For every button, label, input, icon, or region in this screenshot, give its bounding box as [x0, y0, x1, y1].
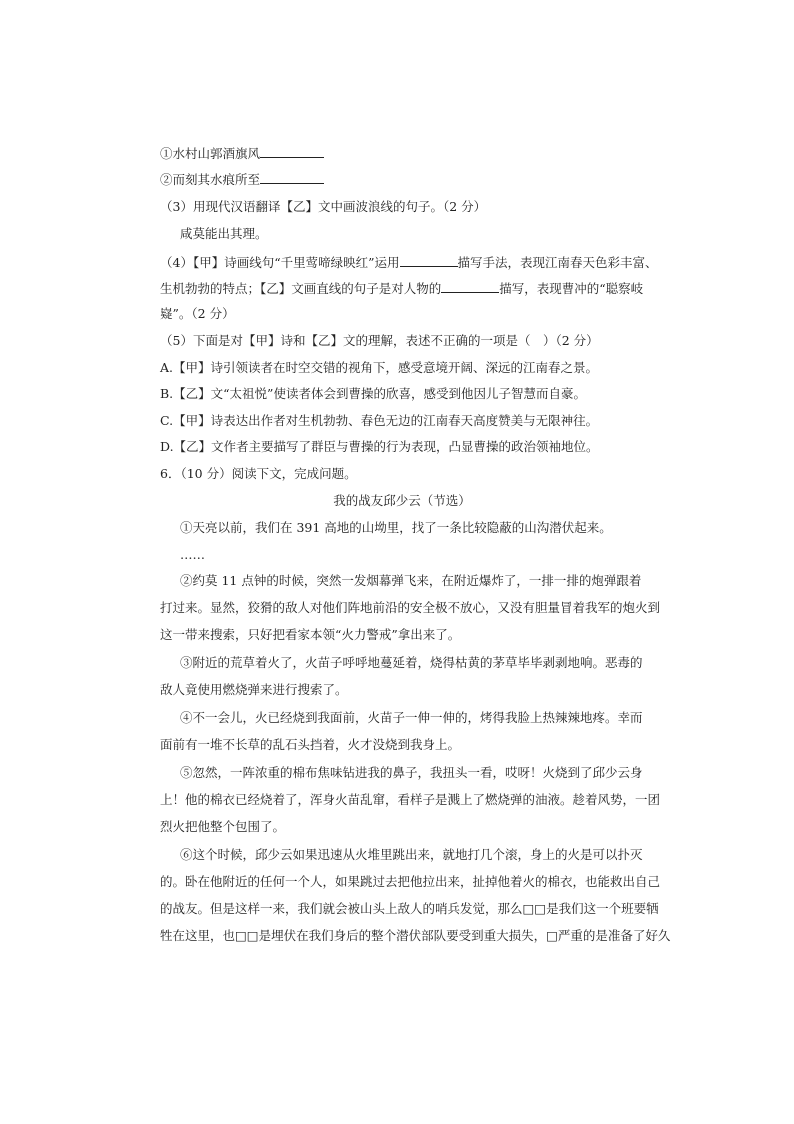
answer-blank[interactable] — [441, 280, 499, 293]
question-4-line-1 — [160, 254, 658, 271]
passage-para-3: ③附近的荒草着火了，火苗子呼呼地蔓延着，烧得枯黄的茅草毕毕剥剥地响。恶毒的 — [180, 655, 643, 670]
passage-para-2: ②约莫 11 点钟的时候，突然一发烟幕弹飞来，在附近爆炸了，一排一排的炮弹跟着 — [180, 573, 642, 588]
passage-title: 我的战友邱少云（节选） — [333, 493, 471, 508]
passage-para-5: 烈火把他整个包围了。 — [160, 819, 286, 834]
word-item-2-text: ②而刻其水痕所至 — [160, 172, 261, 187]
question-6: 6．（10 分）阅读下文，完成问题。 — [160, 466, 357, 481]
question-3-sentence: 咸莫能出其理。 — [180, 226, 268, 241]
question-4-line-3: 嶷”。（2 分） — [160, 306, 235, 321]
question-4-line-2 — [160, 280, 644, 297]
option-d[interactable]: D.【乙】文作者主要描写了群臣与曹操的行为表现，凸显曹操的政治领袖地位。 — [160, 439, 599, 454]
passage-para-1: ①天亮以前，我们在 391 高地的山坳里，找了一条比较隐蔽的山沟潜伏起来。 — [180, 520, 612, 535]
passage-para-4: 面前有一堆不长草的乱石头挡着，火才没烧到我身上。 — [160, 737, 461, 752]
passage-para-6: 的。卧在他附近的任何一个人，如果跳过去把他拉出来，扯掉他着火的棉衣，也能救出自己 — [160, 874, 661, 889]
answer-blank[interactable] — [260, 145, 324, 158]
question-3: （3）用现代汉语翻译【乙】文中画波浪线的句子。（2 分） — [160, 199, 487, 214]
question-4-text-d: 描写，表现曹冲的“聪察岐 — [499, 281, 644, 296]
option-c[interactable]: C.【甲】诗表达出作者对生机勃勃、春色无边的江南春天高度赞美与无限神往。 — [160, 413, 599, 428]
passage-para-6: 的战友。但是这样一来，我们就会被山头上敌人的哨兵发觉，那么□□是我们这一个班要牺 — [160, 901, 659, 916]
passage-para-6: 牲在这里，也□□是埋伏在我们身后的整个潜伏部队要受到重大损失，□严重的是准备了好久 — [160, 928, 671, 943]
answer-blank[interactable] — [400, 254, 458, 267]
question-4-text-b: 描写手法，表现江南春天色彩丰富、 — [457, 255, 658, 270]
question-4-text-a: （4）【甲】诗画线句“千里莺啼绿映红”运用 — [160, 255, 400, 270]
passage-para-3: 敌人竟使用燃烧弹来进行搜索了。 — [160, 682, 348, 697]
passage-para-5: 上！他的棉衣已经烧着了，浑身火苗乱窜，看样子是溅上了燃烧弹的油液。趁着风势，一团 — [160, 792, 661, 807]
passage-para-2: 这一带来搜索，只好把看家本领“火力警戒”拿出来了。 — [160, 627, 461, 642]
passage-ellipsis: …… — [180, 547, 205, 562]
passage-para-5: ⑤忽然，一阵浓重的棉布焦味钻进我的鼻子，我扭头一看，哎呀！火烧到了邱少云身 — [180, 765, 643, 780]
word-item-2 — [160, 171, 644, 188]
passage-para-4: ④不一会儿，火已经烧到我面前，火苗子一伸一伸的，烤得我脸上热辣辣地疼。幸而 — [180, 710, 643, 725]
word-item-1 — [160, 145, 644, 162]
question-5: （5）下面是对【甲】诗和【乙】文的理解，表述不正确的一项是（ ）（2 分） — [160, 333, 599, 348]
question-4-text-c: 生机勃勃的特点；【乙】文画直线的句子是对人物的 — [160, 281, 442, 296]
option-a[interactable]: A.【甲】诗引领读者在时空交错的视角下，感受意境开阔、深远的江南春之景。 — [160, 360, 599, 375]
answer-blank[interactable] — [260, 171, 324, 184]
word-item-1-text: ①水村山郭酒旗风 — [160, 146, 261, 161]
passage-para-2: 打过来。显然，狡猾的敌人对他们阵地前沿的安全极不放心，又没有胆量冒着我军的炮火到 — [160, 600, 661, 615]
passage-para-6: ⑥这个时候，邱少云如果迅速从火堆里跳出来，就地打几个滚，身上的火是可以扑灭 — [180, 847, 643, 862]
option-b[interactable]: B.【乙】文“太祖悦”使读者体会到曹操的欣喜，感受到他因儿子智慧而自豪。 — [160, 386, 586, 401]
